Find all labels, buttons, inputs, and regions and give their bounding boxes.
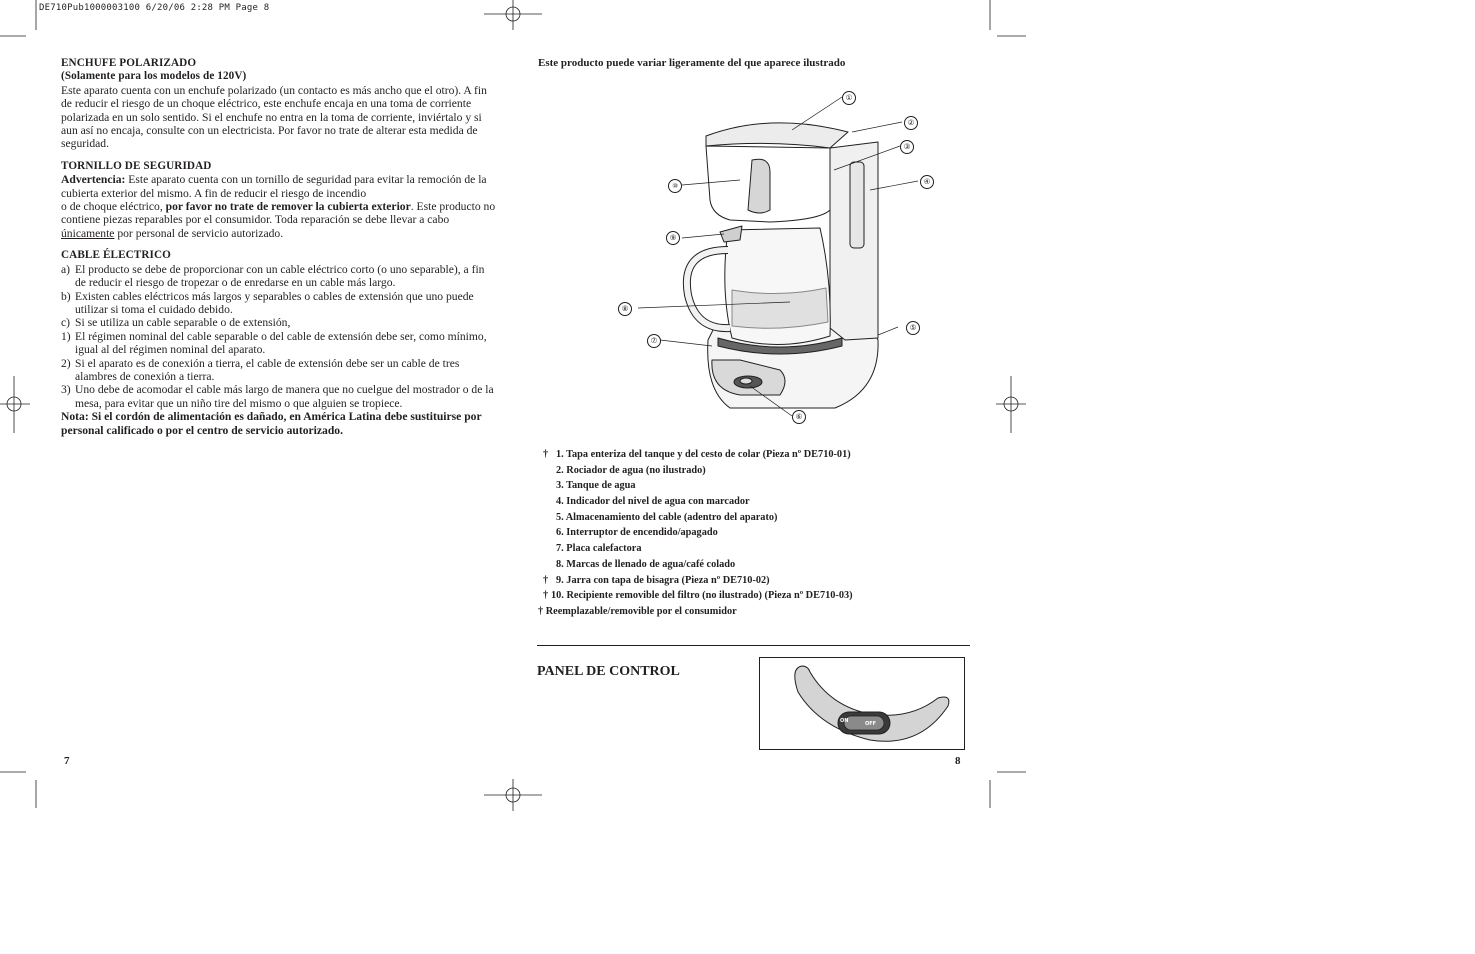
- latin-america-note: Nota: Si el cordón de alimentación es dañado, en América Latina debe sustituirse por personal calificado o por el centro de servicio autorizado.: [61, 410, 482, 437]
- page-number-left: 7: [64, 755, 70, 767]
- callout-9: ⑨: [666, 231, 680, 245]
- on-label: ON: [840, 718, 849, 724]
- safety-screw-title: TORNILLO DE SEGURIDAD: [61, 159, 212, 172]
- callout-6: ⑥: [792, 410, 806, 424]
- callout-2: ②: [904, 116, 918, 130]
- callout-8: ⑧: [618, 302, 632, 316]
- page-number-right: 8: [955, 755, 961, 767]
- safety-screw-body: Advertencia: Este aparato cuenta con un tornillo de seguridad para evitar la remoción de la cubierta exterior del mismo. A fin de reducir el riesgo de incendio o de choque eléctrico, por favor no trate de remover la cubierta exterior. Este producto no contiene piezas reparables por el consumidor. Toda reparación se debe llevar a cabo únicamente por personal de servicio autorizado.: [61, 173, 496, 240]
- callout-5: ⑤: [906, 321, 920, 335]
- list-item: 2) Si el aparato es de conexión a tierra, el cable de extensión debe ser un cable de tres alambres de conexión a tierra.: [61, 356, 460, 383]
- off-label: OFF: [865, 721, 877, 727]
- list-item: 3) Uno debe de acomodar el cable más largo de manera que no cuelgue del mostrador o de la mesa, para evitar que un niño tire del mismo o que alguien se tropiece.: [61, 383, 494, 410]
- illustration-caption: Este producto puede variar ligeramente del que aparece ilustrado: [538, 57, 846, 69]
- callout-1: ①: [842, 91, 856, 105]
- callout-10: ⑩: [668, 179, 682, 193]
- list-item: 1) El régimen nominal del cable separable o del cable de extensión debe ser, como mínimo, igual al del régimen nominal del aparato.: [61, 329, 487, 357]
- left-page: [61, 57, 496, 437]
- warning-label: Advertencia:: [61, 173, 126, 187]
- power-cord-title: CABLE ÉLECTRICO: [61, 249, 171, 262]
- callout-3: ③: [900, 140, 914, 154]
- callout-4: ④: [920, 175, 934, 189]
- print-slug: DE710Pub1000003100 6/20/06 2:28 PM Page 8: [39, 3, 270, 13]
- callout-leaders: [620, 90, 920, 430]
- polarized-plug-section: [61, 57, 496, 151]
- power-cord-section: [61, 249, 496, 437]
- list-item: b) Existen cables eléctricos más largos y separables o cables de extensión que uno puede utilizar si toma el cuidado debido.: [61, 289, 474, 316]
- do-not-remove-cover: por favor no trate de remover la cubierta exterior: [165, 200, 411, 214]
- control-panel-drawing: [760, 658, 964, 749]
- control-panel-figure: [759, 657, 965, 750]
- polarized-plug-title: ENCHUFE POLARIZADO: [61, 57, 197, 69]
- polarized-plug-subtitle: (Solamente para los modelos de 120V): [61, 70, 247, 83]
- section-divider: [537, 645, 970, 646]
- callout-7: ⑦: [647, 334, 661, 348]
- list-item: a) El producto se debe de proporcionar con un cable eléctrico corto (o uno separable), a fin de reducir el riesgo de tropezar o de enredarse en un cable más largo.: [61, 262, 485, 290]
- list-item: c) Si se utiliza un cable separable o de extensión,: [61, 316, 291, 330]
- safety-screw-section: [61, 160, 496, 240]
- control-panel-title: PANEL DE CONTROL: [537, 664, 680, 679]
- polarized-plug-body: Este aparato cuenta con un enchufe polarizado (un contacto es más ancho que el otro). A fin de reducir el riesgo de un choque eléctrico, este enchufe encaja en una toma de corriente polarizada en un solo sentido. Si el enchufe no entra en la toma de corriente, inviértalo y si aun así no encaja, consulte con un electricista. Por favor no trate de alterar esta medida de seguridad.: [61, 83, 487, 151]
